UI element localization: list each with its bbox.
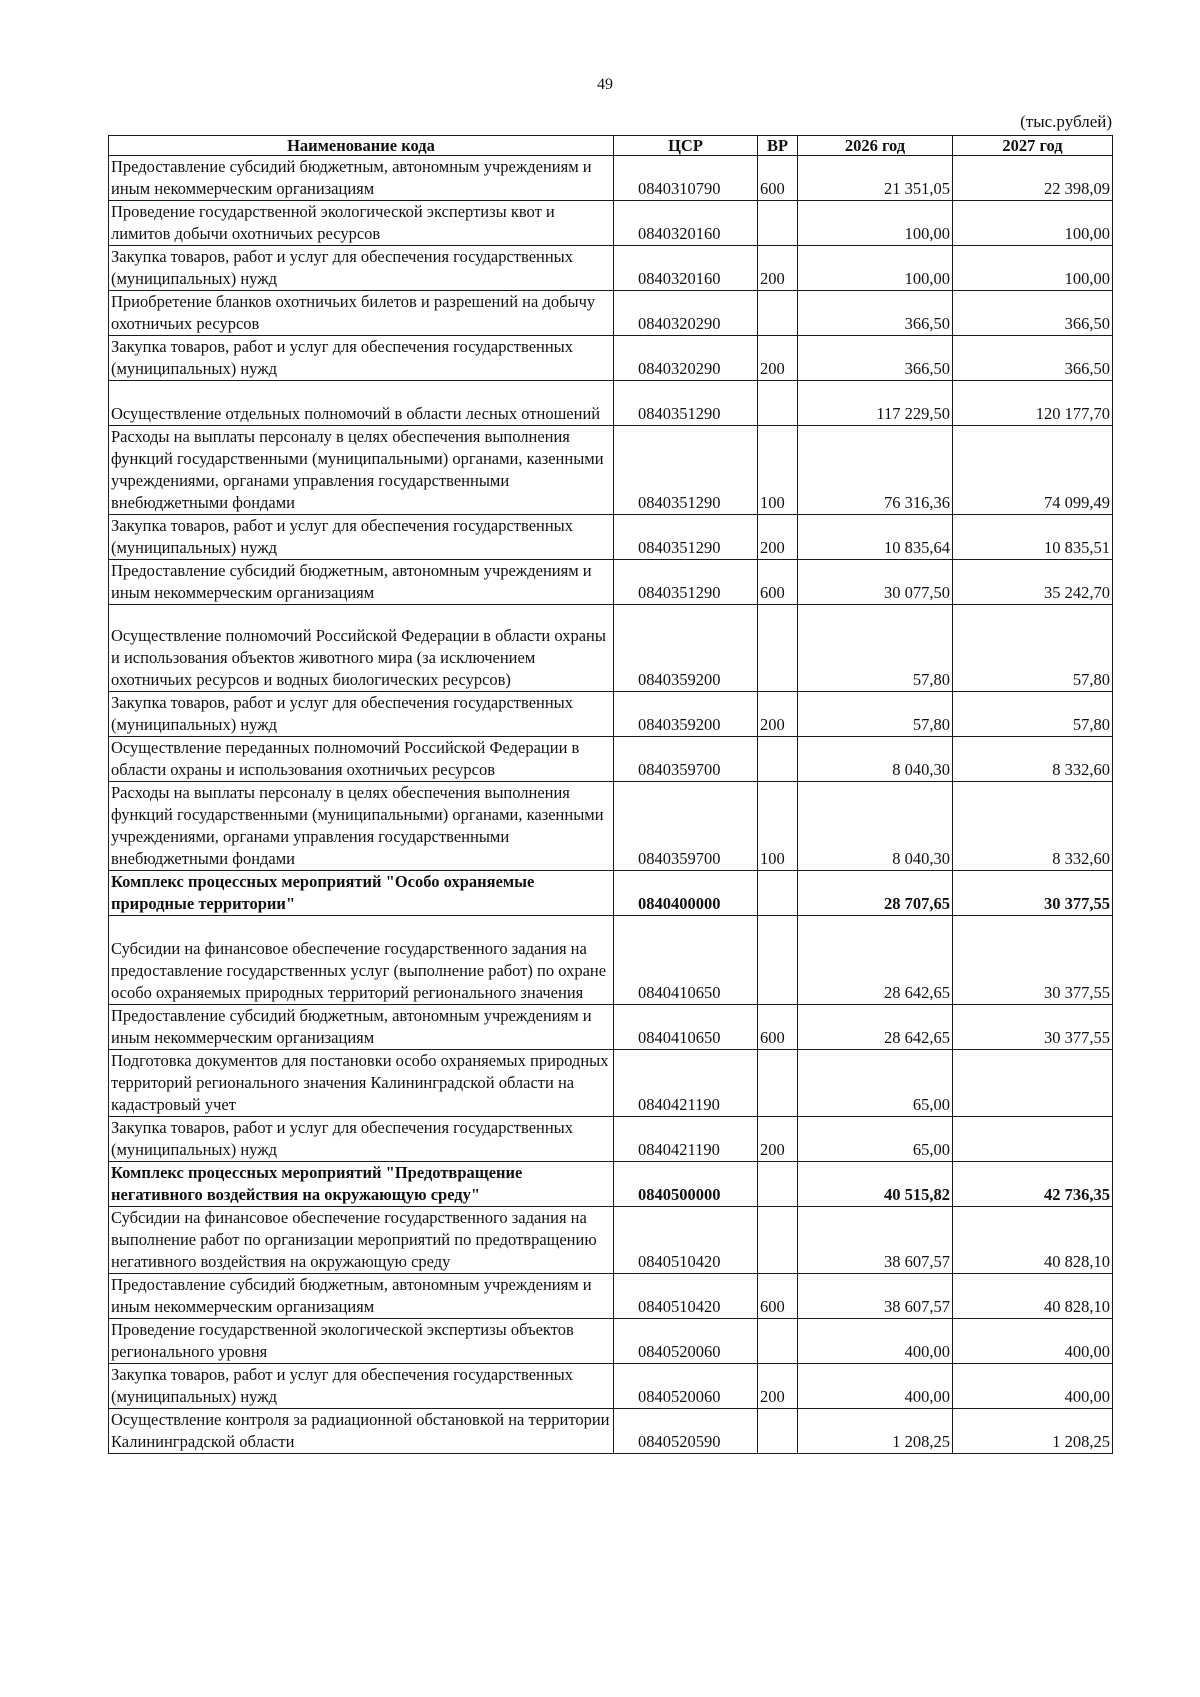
cell-2026: 117 229,50 xyxy=(798,381,953,426)
cell-csr: 0840410650 xyxy=(614,1005,758,1050)
cell-2026: 65,00 xyxy=(798,1050,953,1117)
page-number: 49 xyxy=(597,76,613,93)
cell-2026: 400,00 xyxy=(798,1319,953,1364)
cell-2026: 40 515,82 xyxy=(798,1162,953,1207)
cell-vr: 600 xyxy=(758,1005,798,1050)
cell-name: Осуществление контроля за радиационной обстановкой на территории Калининградской области xyxy=(109,1409,614,1454)
cell-2026: 21 351,05 xyxy=(798,156,953,201)
cell-vr xyxy=(758,605,798,692)
table-row xyxy=(109,336,1113,381)
table-body xyxy=(109,156,1113,1454)
cell-2027: 120 177,70 xyxy=(953,381,1113,426)
cell-vr xyxy=(758,737,798,782)
table-row xyxy=(109,1364,1113,1409)
cell-2027: 30 377,55 xyxy=(953,916,1113,1005)
cell-2027: 22 398,09 xyxy=(953,156,1113,201)
cell-vr xyxy=(758,871,798,916)
cell-2027: 40 828,10 xyxy=(953,1274,1113,1319)
cell-csr: 0840510420 xyxy=(614,1207,758,1274)
header-vr: ВР xyxy=(758,136,798,156)
cell-csr: 0840351290 xyxy=(614,381,758,426)
cell-vr: 100 xyxy=(758,426,798,515)
table-row xyxy=(109,782,1113,871)
cell-name: Предоставление субсидий бюджетным, автономным учреждениям и иным некоммерческим организациям xyxy=(109,560,614,605)
table-row xyxy=(109,692,1113,737)
cell-2026: 100,00 xyxy=(798,201,953,246)
cell-name: Закупка товаров, работ и услуг для обеспечения государственных (муниципальных) нужд xyxy=(109,1117,614,1162)
table-row xyxy=(109,605,1113,692)
cell-2026: 30 077,50 xyxy=(798,560,953,605)
table-row xyxy=(109,156,1113,201)
cell-2027 xyxy=(953,1117,1113,1162)
cell-2026: 28 642,65 xyxy=(798,1005,953,1050)
cell-vr: 200 xyxy=(758,246,798,291)
table-header-row xyxy=(109,136,1113,156)
cell-name: Закупка товаров, работ и услуг для обеспечения государственных (муниципальных) нужд xyxy=(109,246,614,291)
cell-2027: 30 377,55 xyxy=(953,1005,1113,1050)
cell-2027: 100,00 xyxy=(953,201,1113,246)
cell-csr: 0840351290 xyxy=(614,560,758,605)
table-row xyxy=(109,737,1113,782)
cell-2026: 57,80 xyxy=(798,605,953,692)
cell-vr: 200 xyxy=(758,336,798,381)
cell-2026: 400,00 xyxy=(798,1364,953,1409)
cell-csr: 0840510420 xyxy=(614,1274,758,1319)
cell-name: Осуществление переданных полномочий Российской Федерации в области охраны и использования охотничьих ресурсов xyxy=(109,737,614,782)
table-row xyxy=(109,201,1113,246)
cell-name: Предоставление субсидий бюджетным, автономным учреждениям и иным некоммерческим организациям xyxy=(109,1005,614,1050)
header-2026: 2026 год xyxy=(798,136,953,156)
cell-2027: 74 099,49 xyxy=(953,426,1113,515)
cell-2027: 400,00 xyxy=(953,1319,1113,1364)
table-row xyxy=(109,1005,1113,1050)
cell-2026: 38 607,57 xyxy=(798,1274,953,1319)
cell-name: Закупка товаров, работ и услуг для обеспечения государственных (муниципальных) нужд xyxy=(109,1364,614,1409)
cell-csr: 0840410650 xyxy=(614,916,758,1005)
cell-2027: 57,80 xyxy=(953,605,1113,692)
cell-2026: 57,80 xyxy=(798,692,953,737)
cell-vr xyxy=(758,1050,798,1117)
cell-csr: 0840421190 xyxy=(614,1050,758,1117)
cell-csr: 0840520060 xyxy=(614,1364,758,1409)
cell-2026: 65,00 xyxy=(798,1117,953,1162)
cell-2026: 28 642,65 xyxy=(798,916,953,1005)
cell-2027 xyxy=(953,1050,1113,1117)
cell-name: Закупка товаров, работ и услуг для обеспечения государственных (муниципальных) нужд xyxy=(109,692,614,737)
header-name: Наименование кода xyxy=(109,136,614,156)
cell-vr: 200 xyxy=(758,515,798,560)
cell-name: Комплекс процессных мероприятий "Предотвращение негативного воздействия на окружающую среду" xyxy=(109,1162,614,1207)
cell-vr xyxy=(758,381,798,426)
cell-vr xyxy=(758,1207,798,1274)
cell-2026: 76 316,36 xyxy=(798,426,953,515)
cell-vr: 600 xyxy=(758,1274,798,1319)
cell-2026: 8 040,30 xyxy=(798,737,953,782)
table-row xyxy=(109,560,1113,605)
cell-name: Субсидии на финансовое обеспечение государственного задания на предоставление государственных услуг (выполнение работ) по охране особо охраняемых природных территорий регионального значения xyxy=(109,916,614,1005)
cell-2027: 8 332,60 xyxy=(953,782,1113,871)
cell-csr: 0840359200 xyxy=(614,692,758,737)
table-row xyxy=(109,381,1113,426)
cell-2027: 30 377,55 xyxy=(953,871,1113,916)
cell-2026: 10 835,64 xyxy=(798,515,953,560)
cell-2026: 1 208,25 xyxy=(798,1409,953,1454)
cell-2027: 57,80 xyxy=(953,692,1113,737)
cell-2027: 35 242,70 xyxy=(953,560,1113,605)
cell-name: Комплекс процессных мероприятий "Особо охраняемые природные территории" xyxy=(109,871,614,916)
cell-csr: 0840320160 xyxy=(614,246,758,291)
cell-csr: 0840320290 xyxy=(614,336,758,381)
cell-vr xyxy=(758,201,798,246)
cell-name: Предоставление субсидий бюджетным, автономным учреждениям и иным некоммерческим организациям xyxy=(109,156,614,201)
table-row xyxy=(109,871,1113,916)
table-row xyxy=(109,1319,1113,1364)
cell-csr: 0840359700 xyxy=(614,782,758,871)
cell-vr: 600 xyxy=(758,560,798,605)
budget-table xyxy=(108,135,1113,1454)
cell-name: Проведение государственной экологической экспертизы квот и лимитов добычи охотничьих ресурсов xyxy=(109,201,614,246)
table-row xyxy=(109,291,1113,336)
cell-2026: 28 707,65 xyxy=(798,871,953,916)
cell-vr xyxy=(758,1319,798,1364)
cell-vr: 200 xyxy=(758,1364,798,1409)
cell-vr xyxy=(758,1162,798,1207)
cell-csr: 0840500000 xyxy=(614,1162,758,1207)
units-label: (тыс.рублей) xyxy=(1020,112,1112,131)
header-2027: 2027 год xyxy=(953,136,1113,156)
table-row xyxy=(109,426,1113,515)
cell-vr xyxy=(758,1409,798,1454)
table-row xyxy=(109,1274,1113,1319)
cell-name: Закупка товаров, работ и услуг для обеспечения государственных (муниципальных) нужд xyxy=(109,515,614,560)
cell-2027: 100,00 xyxy=(953,246,1113,291)
cell-name: Осуществление полномочий Российской Федерации в области охраны и использования объектов животного мира (за исключением охотничьих ресурсов и водных биологических ресурсов) xyxy=(109,605,614,692)
cell-2027: 366,50 xyxy=(953,336,1113,381)
cell-2026: 100,00 xyxy=(798,246,953,291)
cell-name: Расходы на выплаты персоналу в целях обеспечения выполнения функций государственными (муниципальными) органами, казенными учреждениями, органами управления государственными внебюджетными фондами xyxy=(109,426,614,515)
cell-csr: 0840421190 xyxy=(614,1117,758,1162)
cell-vr xyxy=(758,291,798,336)
table-row xyxy=(109,246,1113,291)
table-row xyxy=(109,1207,1113,1274)
cell-vr xyxy=(758,916,798,1005)
cell-csr: 0840520060 xyxy=(614,1319,758,1364)
header-csr: ЦСР xyxy=(614,136,758,156)
cell-name: Закупка товаров, работ и услуг для обеспечения государственных (муниципальных) нужд xyxy=(109,336,614,381)
table-row xyxy=(109,1409,1113,1454)
cell-2027: 366,50 xyxy=(953,291,1113,336)
cell-csr: 0840351290 xyxy=(614,426,758,515)
cell-name: Предоставление субсидий бюджетным, автономным учреждениям и иным некоммерческим организациям xyxy=(109,1274,614,1319)
table-row xyxy=(109,1050,1113,1117)
cell-name: Подготовка документов для постановки особо охраняемых природных территорий регионального значения Калининградской области на кадастровый учет xyxy=(109,1050,614,1117)
cell-csr: 0840359200 xyxy=(614,605,758,692)
cell-csr: 0840351290 xyxy=(614,515,758,560)
cell-name: Субсидии на финансовое обеспечение государственного задания на выполнение работ по организации мероприятий по предотвращению негативного воздействия на окружающую среду xyxy=(109,1207,614,1274)
cell-csr: 0840359700 xyxy=(614,737,758,782)
cell-name: Осуществление отдельных полномочий в области лесных отношений xyxy=(109,381,614,426)
table-row xyxy=(109,916,1113,1005)
cell-2027: 10 835,51 xyxy=(953,515,1113,560)
cell-csr: 0840310790 xyxy=(614,156,758,201)
cell-name: Проведение государственной экологической экспертизы объектов регионального уровня xyxy=(109,1319,614,1364)
cell-csr: 0840520590 xyxy=(614,1409,758,1454)
cell-2027: 40 828,10 xyxy=(953,1207,1113,1274)
cell-vr: 200 xyxy=(758,692,798,737)
cell-csr: 0840400000 xyxy=(614,871,758,916)
cell-csr: 0840320290 xyxy=(614,291,758,336)
cell-2026: 366,50 xyxy=(798,336,953,381)
cell-csr: 0840320160 xyxy=(614,201,758,246)
cell-2027: 42 736,35 xyxy=(953,1162,1113,1207)
table-row xyxy=(109,1162,1113,1207)
cell-vr: 200 xyxy=(758,1117,798,1162)
cell-2026: 38 607,57 xyxy=(798,1207,953,1274)
table-row xyxy=(109,1117,1113,1162)
table-row xyxy=(109,515,1113,560)
cell-2027: 400,00 xyxy=(953,1364,1113,1409)
cell-vr: 100 xyxy=(758,782,798,871)
cell-name: Расходы на выплаты персоналу в целях обеспечения выполнения функций государственными (муниципальными) органами, казенными учреждениями, органами управления государственными внебюджетными фондами xyxy=(109,782,614,871)
cell-2026: 8 040,30 xyxy=(798,782,953,871)
cell-2026: 366,50 xyxy=(798,291,953,336)
cell-vr: 600 xyxy=(758,156,798,201)
cell-name: Приобретение бланков охотничьих билетов и разрешений на добычу охотничьих ресурсов xyxy=(109,291,614,336)
cell-2027: 8 332,60 xyxy=(953,737,1113,782)
cell-2027: 1 208,25 xyxy=(953,1409,1113,1454)
